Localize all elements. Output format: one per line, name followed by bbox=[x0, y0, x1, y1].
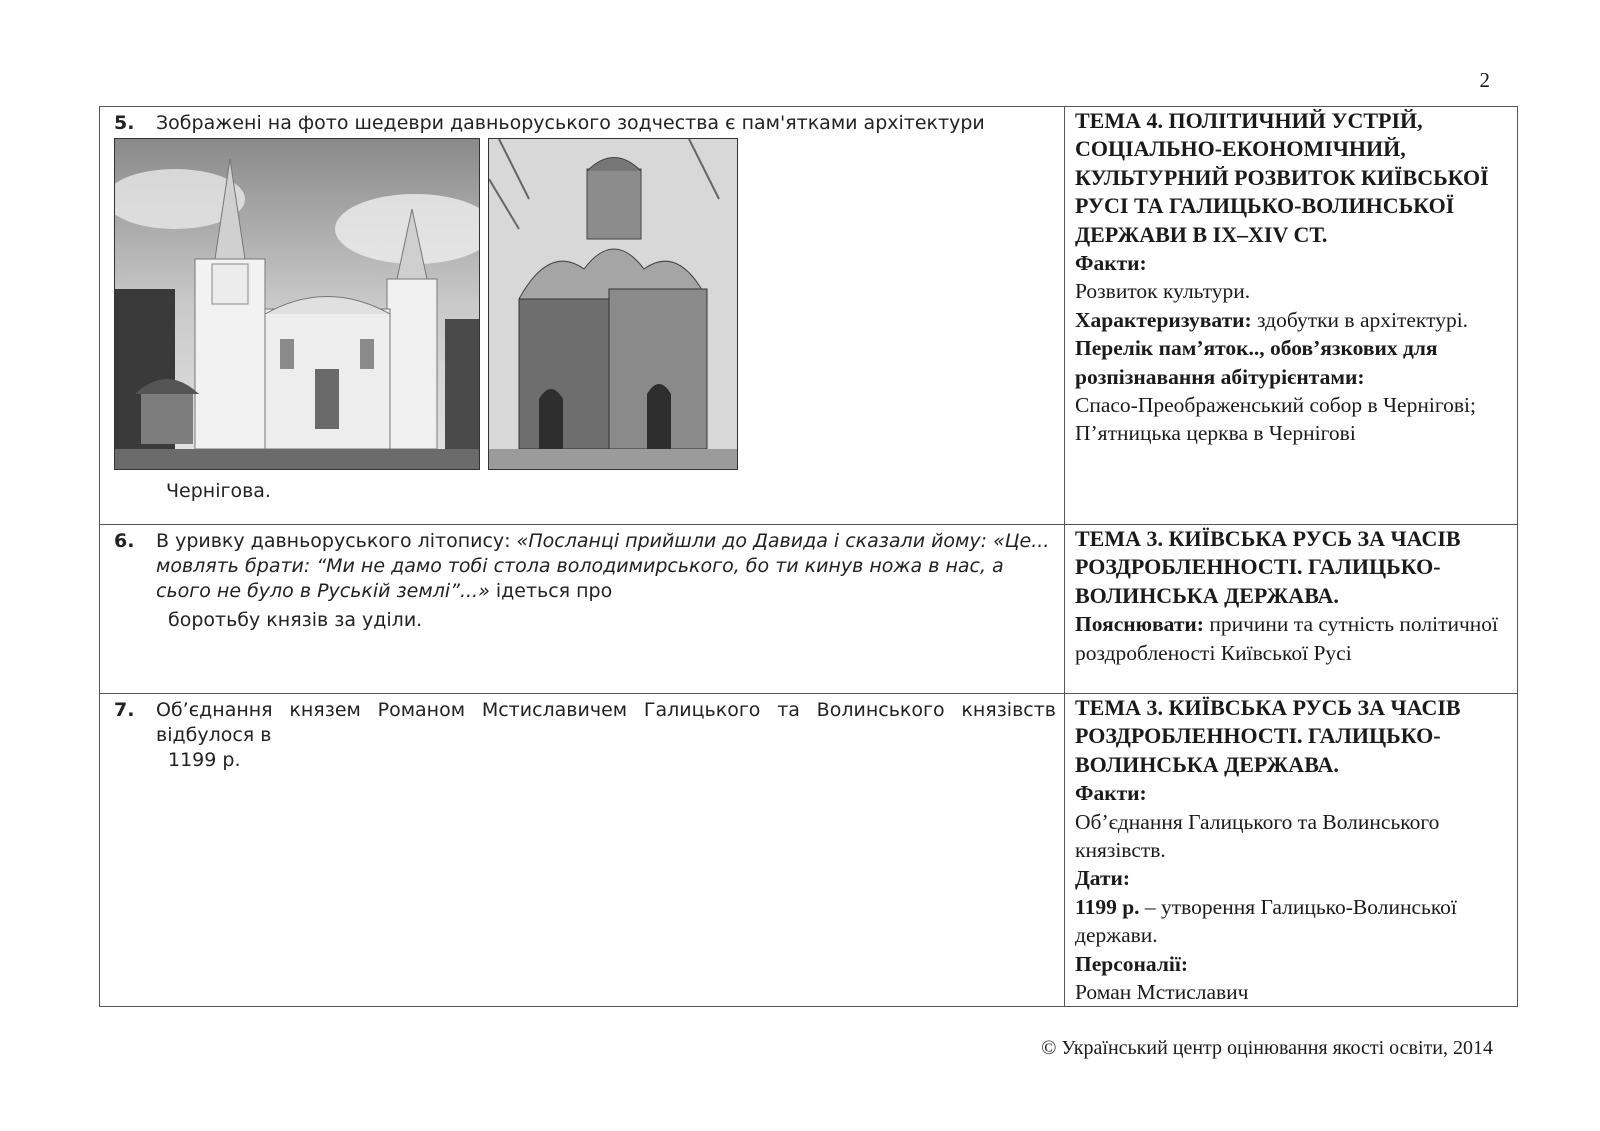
question-text: В уривку давньоруського літопису: «Посланці прийшли до Давида і сказали йому: «Це... мовлять брати: “Ми не дамо тобі стола володимирського, бо ти кинув ножа в нас, а сього не було в Руській землі”...» ідеться про bbox=[156, 530, 1050, 602]
question-cell bbox=[100, 694, 1065, 1007]
persons-text: Роман Мстиславич bbox=[1075, 980, 1249, 1005]
characterize-label: Характеризувати: bbox=[1075, 307, 1252, 332]
date-text: – утворення Галицько-Волинської держави. bbox=[1075, 894, 1457, 948]
answer-text: боротьбу князів за уділи. bbox=[168, 609, 423, 631]
photo-group bbox=[114, 138, 1064, 470]
monuments-list-label: Перелік пам’яток.., обов’язкових для розпізнавання абітурієнтами: bbox=[1075, 336, 1438, 389]
facts-text: Об’єднання Галицького та Волинського князівств. bbox=[1075, 809, 1440, 863]
topic-cell bbox=[1065, 694, 1518, 1007]
chronicle-quote: «Посланці прийшли до Давида і сказали йому: «Це... мовлять брати: “Ми не дамо тобі стола володимирського, бо ти кинув ножа в нас, а сього не було в Руській землі”...» bbox=[156, 530, 1050, 602]
table-row bbox=[100, 694, 1518, 1007]
monument-item: Спасо-Преображенський собор в Чернігові; bbox=[1075, 393, 1476, 418]
answer-text: Чернігова. bbox=[166, 480, 271, 502]
date-value: 1199 р. bbox=[1075, 894, 1140, 919]
question-text: Об’єднання князем Романом Мстиславичем Галицького та Волинського князівств відбулося в bbox=[156, 699, 1056, 746]
monument-item: П’ятницька церква в Чернігові bbox=[1075, 421, 1356, 446]
topic-title: ТЕМА 3. КИЇВСЬКА РУСЬ ЗА ЧАСІВ РОЗДРОБЛЕННОСТІ. ГАЛИЦЬКО-ВОЛИНСЬКА ДЕРЖАВА. bbox=[1075, 695, 1461, 777]
facts-label: Факти: bbox=[1075, 251, 1147, 276]
question-number: 5. bbox=[114, 112, 135, 134]
explain-text: причини та сутність політичної роздробленості Київської Русі bbox=[1075, 612, 1499, 665]
question-number: 7. bbox=[114, 699, 135, 721]
topic-title: ТЕМА 4. ПОЛІТИЧНИЙ УСТРІЙ, СОЦІАЛЬНО-ЕКОНОМІЧНИЙ, КУЛЬТУРНИЙ РОЗВИТОК КИЇВСЬКОЇ РУСІ ТА ГАЛИЦЬКО-ВОЛИНСЬКОЇ ДЕРЖАВИ В ІХ–XIV СТ. bbox=[1075, 108, 1489, 247]
question-cell bbox=[100, 525, 1065, 694]
question-text: Зображені на фото шедеври давньоруського зодчества є пам'ятками архітектури bbox=[156, 112, 985, 134]
persons-label: Персоналії: bbox=[1075, 951, 1189, 976]
explain-label: Пояснювати: bbox=[1075, 612, 1204, 637]
answer-text: 1199 р. bbox=[168, 749, 241, 771]
answers-table bbox=[99, 106, 1518, 1007]
table-row bbox=[100, 525, 1518, 694]
church-photo bbox=[488, 138, 738, 470]
question-number: 6. bbox=[114, 530, 135, 552]
facts-label: Факти: bbox=[1075, 781, 1147, 806]
question-cell bbox=[100, 107, 1065, 525]
facts-text: Розвиток культури. bbox=[1075, 279, 1251, 304]
topic-cell bbox=[1065, 107, 1518, 525]
topic-title: ТЕМА 3. КИЇВСЬКА РУСЬ ЗА ЧАСІВ РОЗДРОБЛЕННОСТІ. ГАЛИЦЬКО-ВОЛИНСЬКА ДЕРЖАВА. bbox=[1075, 526, 1461, 608]
page-number: 2 bbox=[1479, 68, 1490, 92]
topic-cell bbox=[1065, 525, 1518, 694]
table-row bbox=[100, 107, 1518, 525]
copyright-footer: © Український центр оцінювання якості освіти, 2014 bbox=[1041, 1037, 1493, 1059]
cathedral-photo bbox=[114, 138, 480, 470]
characterize-text: здобутки в архітектурі. bbox=[1251, 307, 1469, 332]
dates-label: Дати: bbox=[1075, 866, 1131, 891]
